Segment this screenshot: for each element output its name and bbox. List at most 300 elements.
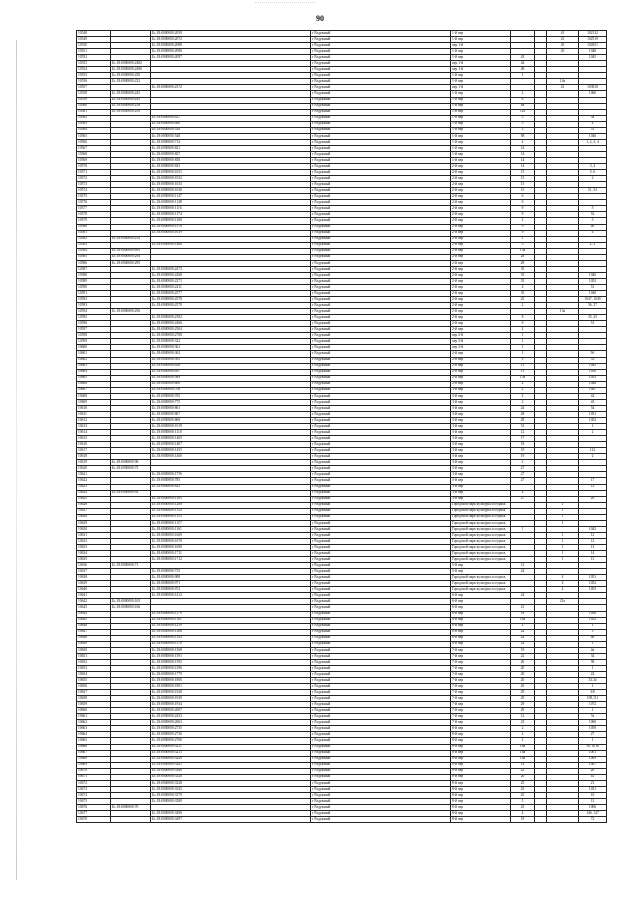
house-cell: 9 [511,357,535,363]
house-cell: 15 [511,188,535,194]
flat-cell: 51 [579,127,607,133]
house-cell: 2 [511,393,535,399]
street-cell: 3-й пер [451,490,511,496]
row-number-cell: 10677 [77,811,111,817]
house-cell: 1 [511,526,535,532]
cadastral-number-cell: Бс.18:0000000:1928 [151,690,311,696]
street-cell: 3-й пер [451,460,511,466]
house-cell: 2 [511,381,535,387]
cadastral-number-cell: Бс.18:0000000:2735 [151,726,311,732]
house-cell: 29 [511,696,535,702]
street-cell: 2-й пер [451,363,511,369]
house-cell: 44 [511,61,535,67]
cadastral-number-cell: Бс.18:0000000:2760 [151,738,311,744]
locality-cell: г Радужный [311,563,451,569]
row-number-cell: 10588 [77,272,111,278]
row-number-cell: 10578 [77,212,111,218]
house-cell: 15 [511,170,535,176]
old-cadastral-cell: Бс.18:0000000:96 [111,460,151,466]
row-number-cell: 10571 [77,170,111,176]
flat-cell: 12 [579,538,607,544]
street-cell: 2-й пер [451,206,511,212]
house-cell: 14 [511,164,535,170]
street-cell: 1-й пер [451,115,511,121]
flat-cell: 22 [579,671,607,677]
row-number-cell: 10599 [77,339,111,345]
locality-cell: г Радужный [311,339,451,345]
row-number-cell: 10563 [77,121,111,127]
cadastral-number-cell: Бс.18:0000000:1670 [151,538,311,544]
locality-cell: г Радужный [311,472,451,478]
house-cell: 27 [511,496,535,502]
street-cell: 3-й пер [451,418,511,424]
house-cell: 2 [511,218,535,224]
building-cell [535,817,547,823]
cadastral-number-cell: Бс.18:0000000:821 [151,145,311,151]
row-number-cell: 10570 [77,164,111,170]
locality-cell: г Радужный [311,73,451,79]
locality-cell: г Радужный [311,284,451,290]
flat-cell: 1 [579,684,607,690]
street-cell: 3-й пер [451,496,511,502]
street-cell: 1-й пер [451,109,511,115]
cadastral-number-cell: Бс.18:0000000:2466 [151,321,311,327]
street-cell: 1-й пер [451,157,511,163]
row-number-cell: 10623 [77,484,111,490]
flat-cell: 3, 4 [579,164,607,170]
structure-cell: 14а [547,79,579,85]
row-number-cell: 10572 [77,176,111,182]
cadastral-number-cell: Бс.18:0000000:972 [151,587,311,593]
street-cell: 8-й пер [451,762,511,768]
old-cadastral-cell: Бс.18:0000000:70 [111,805,151,811]
locality-cell: г Радужный [311,635,451,641]
row-number-cell: 10609 [77,399,111,405]
street-cell: 2-й пер [451,170,511,176]
row-number-cell: 10651 [77,653,111,659]
locality-cell: г Радужный [311,291,451,297]
structure-cell: 1 [547,557,579,563]
register-table [76,30,607,823]
flat-cell: 2 [579,454,607,460]
cadastral-number-cell: Бс.18:0000000:1711 [151,551,311,557]
house-cell: 13а [511,248,535,254]
cadastral-number-cell: Бс.18:0000000:1596 [151,665,311,671]
street-cell: 3-й пер [451,448,511,454]
cadastral-number-cell: Бс.18:0000000:2663 [151,720,311,726]
locality-cell: г Радужный [311,780,451,786]
cadastral-number-cell: Бс.18:0000000:1352 [151,635,311,641]
street-cell: 1-й пер [451,139,511,145]
street-cell: 2-й пер [451,248,511,254]
row-number-cell: 10630 [77,526,111,532]
house-cell: 4 [511,811,535,817]
row-number-cell: 10626 [77,502,111,508]
flat-cell: 1007 [579,762,607,768]
locality-cell: г Радужный [311,218,451,224]
street-cell: 3-й пер [451,399,511,405]
locality-cell: г Радужный [311,315,451,321]
flat-cell: 1058 [579,611,607,617]
row-number-cell: 10627 [77,508,111,514]
cadastral-number-cell: Бс.18:0000000:1712 [151,557,311,563]
row-number-cell: 10567 [77,145,111,151]
row-number-cell: 10659 [77,702,111,708]
flat-cell: 13 [579,544,607,550]
flat-cell: 1046 [579,133,607,139]
structure-cell: 1 [547,520,579,526]
house-cell: 2 [511,732,535,738]
cadastral-number-cell: Бс.18:0000000:2372 [151,85,311,91]
cadastral-number-cell: Бс.18:0000000:1181 [151,617,311,623]
house-cell: 28 [511,411,535,417]
street-cell: 2-й пер [451,266,511,272]
flat-cell: 27 [579,732,607,738]
cadastral-number-cell: Бс.18:0000000:785 [151,478,311,484]
cadastral-number-cell: Бс.18:0000000:3229 [151,756,311,762]
row-number-cell: 10600 [77,345,111,351]
street-cell: 2-й пер [451,375,511,381]
structure-cell: 4 [547,581,579,587]
street-cell: 2-й пер [451,200,511,206]
cadastral-number-cell: Бс.18:0000000:1308 [151,629,311,635]
cadastral-number-cell: Бс.18:0000000:1157 [151,520,311,526]
house-cell: 2 [511,623,535,629]
house-cell: 14 [511,145,535,151]
cadastral-number-cell: Бс.18:0000000:528 [151,127,311,133]
street-cell: 3-й пер [451,411,511,417]
house-cell: 14 [511,157,535,163]
house-cell: 9 [511,206,535,212]
locality-cell: г Радужный [311,176,451,182]
row-number-cell: 10672 [77,780,111,786]
street-cell: 8-й пер [451,738,511,744]
structure-cell: 1 [547,502,579,508]
row-number-cell: 10633 [77,544,111,550]
row-number-cell: 10577 [77,206,111,212]
locality-cell: г Радужный [311,798,451,804]
street-cell: 8-й пер [451,780,511,786]
cadastral-number-cell: Бс.18:0000000:1219 [151,623,311,629]
locality-cell: г Радужный [311,103,451,109]
flat-cell: 35, 43 [579,315,607,321]
house-cell: 28 [511,254,535,260]
street-cell: 2-й пер [451,176,511,182]
street-cell: Городской парк культуры и отдыха [451,526,511,532]
flat-cell: 1060 [579,91,607,97]
street-cell: 3-й пер [451,478,511,484]
locality-cell: г Радужный [311,466,451,472]
flat-cell: 1045 [579,55,607,61]
street-cell: 8-й пер [451,744,511,750]
locality-cell: г Радужный [311,260,451,266]
house-cell: 18 [511,442,535,448]
locality-cell: г Радужный [311,381,451,387]
flat-cell: 51, 52 [579,188,607,194]
row-number-cell: 10648 [77,635,111,641]
flat-cell: 46 [579,635,607,641]
flat-cell: 12 [579,532,607,538]
flat-cell: 3а [579,115,607,121]
house-cell: 25 [511,780,535,786]
street-cell: 3-й пер [451,405,511,411]
house-cell: 2 [511,738,535,744]
row-number-cell: 10580 [77,224,111,230]
cadastral-number-cell: Бс.18:0000000:3328 [151,780,311,786]
street-cell: 6-й пер [451,629,511,635]
flat-cell: 1, 2, 3, 4 [579,139,607,145]
street-cell: 1-й пер [451,103,511,109]
row-number-cell: 10652 [77,659,111,665]
street-cell: 3-й пер [451,454,511,460]
locality-cell: г Радужный [311,665,451,671]
street-cell: 7-й пер [451,647,511,653]
structure-cell: 4 [547,575,579,581]
flat-cell: 1047, 1049 [579,297,607,303]
flat-cell: 1060 [579,720,607,726]
flat-cell: 1 [579,738,607,744]
locality-cell: г Радужный [311,581,451,587]
locality-cell: г Радужный [311,478,451,484]
house-cell: 27 [511,472,535,478]
house-cell: 14 [511,151,535,157]
locality-cell: г Радужный [311,164,451,170]
locality-cell: г Радужный [311,145,451,151]
house-cell: 3 [511,127,535,133]
house-cell: 5 [511,798,535,804]
house-cell: 4 [511,284,535,290]
cadastral-number-cell: Бс.18:0000000:3215 [151,750,311,756]
row-number-cell: 10559 [77,97,111,103]
cadastral-number-cell: Бс.18:0000000:456 [151,363,311,369]
cadastral-number-cell: Бс.18:0000000:843 [151,164,311,170]
row-number-cell: 10607 [77,387,111,393]
house-cell: 21 [511,605,535,611]
street-cell: 6-й пер [451,599,511,605]
cadastral-number-cell: Бс.18:0000000:589 [151,375,311,381]
street-cell: Городской парк культуры и отдыха [451,538,511,544]
structure-cell: 1 [547,508,579,514]
cadastral-number-cell: Бс.18:0000000:3379 [151,792,311,798]
house-cell: 5 [511,242,535,248]
row-number-cell: 10628 [77,514,111,520]
locality-cell: г Радужный [311,538,451,544]
row-number-cell: 10638 [77,575,111,581]
locality-cell: г Радужный [311,696,451,702]
locality-cell: г Радужный [311,303,451,309]
locality-cell: г Радужный [311,194,451,200]
locality-cell: г Радужный [311,599,451,605]
street-cell: 8-й пер [451,726,511,732]
street-cell: 7-й пер [451,720,511,726]
cadastral-number-cell: Бс.18:0000000:868 [151,418,311,424]
flat-cell: 1048 [579,381,607,387]
flat-cell: 1059 [579,726,607,732]
street-cell: 8-й пер [451,792,511,798]
row-number-cell: 10642 [77,599,111,605]
scan-artifact [255,2,315,9]
flat-cell: 1 [579,641,607,647]
row-number-cell: 10598 [77,333,111,339]
street-cell: 1-й пер [451,145,511,151]
structure-cell: 41 [547,37,579,43]
flat-cell: 41 [579,774,607,780]
register-table-body [77,31,607,823]
street-cell: 1-й пер [451,73,511,79]
house-cell: 27 [511,478,535,484]
old-cadastral-cell: Бс.18:0000000:92 [111,490,151,496]
locality-cell: г Радужный [311,768,451,774]
street-cell: 2-й пер [451,224,511,230]
row-number-cell: 10579 [77,218,111,224]
house-cell: 4 [511,490,535,496]
house-cell: 6 [511,200,535,206]
street-cell: 1-й пер [451,55,511,61]
row-number-cell: 10637 [77,569,111,575]
flat-cell: 1052 [579,581,607,587]
locality-cell: г Радужный [311,115,451,121]
street-cell: 8-й пер [451,756,511,762]
row-number-cell: 10645 [77,617,111,623]
row-number-cell: 10612 [77,418,111,424]
street-cell: 6-й пер [451,605,511,611]
street-cell: 7-й пер [451,671,511,677]
row-number-cell: 10592 [77,297,111,303]
row-number-cell: 10660 [77,708,111,714]
street-cell: 2-й пер [451,230,511,236]
structure-cell: 1 [547,544,579,550]
cadastral-number-cell: Бс.18:0000000:971 [151,581,311,587]
street-cell: 3-й пер [451,387,511,393]
street-cell: Городской парк культуры и отдыха [451,532,511,538]
locality-cell: г Радужный [311,526,451,532]
house-cell: 29 [511,702,535,708]
locality-cell: г Радужный [311,278,451,284]
structure-cell: 45 [547,43,579,49]
row-number-cell: 10582 [77,236,111,242]
cadastral-number-cell: Бс.18:0000000:2579 [151,303,311,309]
street-cell: 7-й пер [451,665,511,671]
house-cell: 28 [511,260,535,266]
street-cell: 2-й пер [451,315,511,321]
row-number-cell: 10629 [77,520,111,526]
row-number-cell: 10596 [77,321,111,327]
street-cell: 8-й пер [451,811,511,817]
row-number-cell: 10574 [77,188,111,194]
cadastral-number-cell: Бс.18:0000000:827 [151,151,311,157]
locality-cell: г Радужный [311,484,451,490]
locality-cell: г Радужный [311,230,451,236]
cadastral-number-cell: Бс.18:0000000:1370 [151,641,311,647]
row-number-cell: 10617 [77,448,111,454]
flat-cell: 1031 [579,786,607,792]
table-row [77,817,607,823]
row-number-cell: 10554 [77,67,111,73]
binding-shadow [16,40,17,880]
street-cell: 2-й пер [451,321,511,327]
locality-cell: г Радужный [311,170,451,176]
flat-cell: 1051 [579,411,607,417]
row-number-cell: 10565 [77,133,111,139]
street-cell: 3-й пер [451,442,511,448]
old-cadastral-cell: Бс.18:0000000:230 [111,73,151,79]
locality-cell: г Радужный [311,448,451,454]
street-cell: 8-й пер [451,798,511,804]
flat-cell: 51 [579,284,607,290]
cadastral-number-cell: Бс.18:0000000:1800 [151,678,311,684]
old-cadastral-cell: Бс.18:0000000:71 [111,563,151,569]
cadastral-number-cell: Бс.18:0000000:2268 [151,272,311,278]
locality-cell: г Радужный [311,157,451,163]
cadastral-number-cell: Бс.18:0000000:3306 [151,768,311,774]
flat-cell: 51 [579,321,607,327]
locality-cell: г Радужный [311,139,451,145]
row-number-cell: 10620 [77,466,111,472]
street-cell: 2-й пер [451,381,511,387]
street-cell: 2-й пер [451,194,511,200]
cadastral-number-cell: Бс.18:0000000:1568 [151,647,311,653]
flat-cell: 1009 [579,756,607,762]
street-cell: 1-й пер [451,91,511,97]
street-cell: 2-й пер [451,309,511,315]
cadastral-number-cell: Бс.18:0000000:1591 [151,653,311,659]
flat-cell: 5, 6 [579,170,607,176]
locality-cell: г Радужный [311,97,451,103]
cadastral-number-cell: Бс.18:0000000:765 [151,393,311,399]
locality-cell: г Радужный [311,774,451,780]
locality-cell: г Радужный [311,678,451,684]
street-cell: 2-й пер [451,297,511,303]
structure-cell: 4 [547,587,579,593]
row-number-cell: 10548 [77,31,111,37]
cadastral-number-cell: Бс.18:0000000:1619 [151,230,311,236]
flat-cell: 1053 [579,375,607,381]
locality-cell: г Радужный [311,436,451,442]
street-cell: 2-й пер [451,284,511,290]
locality-cell: г Радужный [311,708,451,714]
street-cell: 1-й пер [451,133,511,139]
cadastral-number-cell: Бс.18:0000000:1578 [151,224,311,230]
cadastral-number-cell: Бс.18:0000000:2504 [151,327,311,333]
locality-cell: г Радужный [311,55,451,61]
house-cell: 28 [511,418,535,424]
row-number-cell: 10644 [77,611,111,617]
row-number-cell: 10556 [77,79,111,85]
cadastral-number-cell: Бс.18:0000000:1147 [151,194,311,200]
row-number-cell: 10564 [77,127,111,133]
row-number-cell: 10560 [77,103,111,109]
row-number-cell: 10603 [77,363,111,369]
cadastral-number-cell: Бс.18:0000000:1801 [151,684,311,690]
house-cell: 8 [511,97,535,103]
locality-cell: г Радужный [311,79,451,85]
street-cell: 3-й пер [451,424,511,430]
house-cell: 14 [511,762,535,768]
row-number-cell: 10552 [77,55,111,61]
flat-cell: 43 [579,399,607,405]
flat-cell: 109,111 [579,696,607,702]
old-cadastral-cell: Бс.18:0000000:2482 [111,61,151,67]
row-number-cell: 10675 [77,798,111,804]
row-number-cell: 10583 [77,242,111,248]
row-number-cell: 10594 [77,309,111,315]
street-cell: 1-й пер [451,97,511,103]
cadastral-number-cell: Бс.18:0000000:1026 [151,188,311,194]
locality-cell: г Радужный [311,200,451,206]
locality-cell: г Радужный [311,575,451,581]
street-cell: 2-й пер [451,369,511,375]
cadastral-number-cell: Бс.18:0000000:2578 [151,297,311,303]
